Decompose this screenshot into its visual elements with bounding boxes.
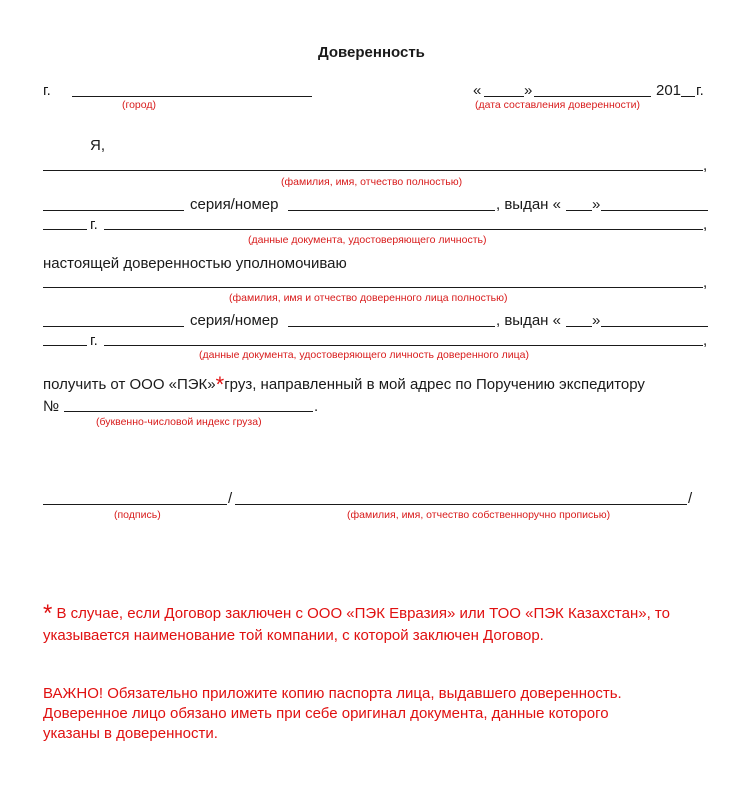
- principal-year-field[interactable]: [43, 229, 87, 230]
- principal-series-label: серия/номер: [190, 196, 279, 213]
- city-caption: (город): [122, 99, 157, 111]
- date-close-quote: »: [524, 82, 533, 99]
- agent-g-label: г.: [90, 332, 98, 349]
- principal-issued-close: »: [592, 196, 601, 213]
- principal-doc-caption: (данные документа, удостоверяющего личность): [248, 234, 487, 246]
- intro-text: Я,: [90, 137, 105, 154]
- principal-series-field[interactable]: [288, 210, 495, 211]
- city-field[interactable]: [72, 96, 312, 97]
- receive-text-part1: получить от ООО «ПЭК»: [43, 376, 216, 393]
- page-title: Доверенность: [318, 44, 425, 61]
- principal-issued-day-field[interactable]: [566, 210, 592, 211]
- agent-name-caption: (фамилия, имя и отчество доверенного лица полностью): [229, 292, 508, 304]
- agent-issued-close: »: [592, 312, 601, 329]
- year-suffix: г.: [696, 82, 704, 99]
- warning-line-2: Доверенное лицо обязано иметь при себе оригинал документа, данные которого: [43, 705, 609, 722]
- principal-g-label: г.: [90, 216, 98, 233]
- receive-text-part2: груз, направленный в мой адрес по Поручению экспедитору: [224, 376, 645, 393]
- signature-caption: (подпись): [114, 509, 161, 521]
- footnote-line-1: В случае, если Договор заключен с ООО «ПЭК Евразия» или ТОО «ПЭК Казахстан», то: [52, 605, 670, 622]
- agent-series-label: серия/номер: [190, 312, 279, 329]
- agent-name-comma: ,: [703, 274, 708, 291]
- principal-issued-label: , выдан «: [496, 196, 561, 213]
- agent-issuer-comma: ,: [703, 332, 708, 349]
- agent-doc-caption: (данные документа, удостоверяющего личность доверенного лица): [199, 349, 529, 361]
- principal-name-caption: (фамилия, имя, отчество полностью): [281, 176, 463, 188]
- year-label: 201: [656, 82, 682, 99]
- year-field[interactable]: [681, 96, 695, 97]
- signature-slash: /: [228, 490, 233, 507]
- agent-issued-day-field[interactable]: [566, 326, 592, 327]
- signature-name-field[interactable]: [235, 504, 687, 505]
- principal-name-comma: ,: [703, 157, 708, 174]
- date-month-field[interactable]: [534, 96, 651, 97]
- warning-block: [43, 684, 723, 744]
- footnote: [43, 600, 723, 646]
- agent-name-field[interactable]: [43, 287, 703, 288]
- date-caption: (дата составления доверенности): [475, 99, 641, 111]
- signature-name-caption: (фамилия, имя, отчество собственноручно прописью): [347, 509, 611, 521]
- agent-issuer-field[interactable]: [104, 345, 703, 346]
- delegation-text: настоящей доверенностью уполномочиваю: [43, 255, 347, 272]
- principal-issuer-comma: ,: [703, 216, 708, 233]
- principal-name-field[interactable]: [43, 170, 703, 171]
- receive-text: [43, 372, 645, 397]
- date-day-field[interactable]: [484, 96, 524, 97]
- footnote-line-2: указывается наименование той компании, с которой заключен Договор.: [43, 627, 544, 644]
- city-prefix: г.: [43, 82, 51, 99]
- warning-line-1: ВАЖНО! Обязательно приложите копию паспорта лица, выдавшего доверенность.: [43, 685, 622, 702]
- agent-year-field[interactable]: [43, 345, 87, 346]
- signature-field[interactable]: [43, 504, 227, 505]
- cargo-index-field[interactable]: [64, 411, 313, 412]
- principal-issuer-field[interactable]: [104, 229, 703, 230]
- warning-line-3: указаны в доверенности.: [43, 725, 218, 742]
- date-open-quote: «: [473, 82, 482, 99]
- agent-issued-by-field[interactable]: [601, 326, 708, 327]
- principal-doc-type-field[interactable]: [43, 210, 184, 211]
- agent-series-field[interactable]: [288, 326, 495, 327]
- footnote-mark-icon: *: [43, 600, 53, 627]
- signature-slash-end: /: [688, 490, 693, 507]
- cargo-index-dot: .: [314, 398, 319, 415]
- cargo-index-caption: (буквенно-числовой индекс груза): [96, 416, 262, 428]
- footnote-star-icon: *: [215, 372, 225, 397]
- number-prefix: №: [43, 398, 60, 415]
- agent-doc-type-field[interactable]: [43, 326, 184, 327]
- agent-issued-label: , выдан «: [496, 312, 561, 329]
- principal-issued-by-field[interactable]: [601, 210, 708, 211]
